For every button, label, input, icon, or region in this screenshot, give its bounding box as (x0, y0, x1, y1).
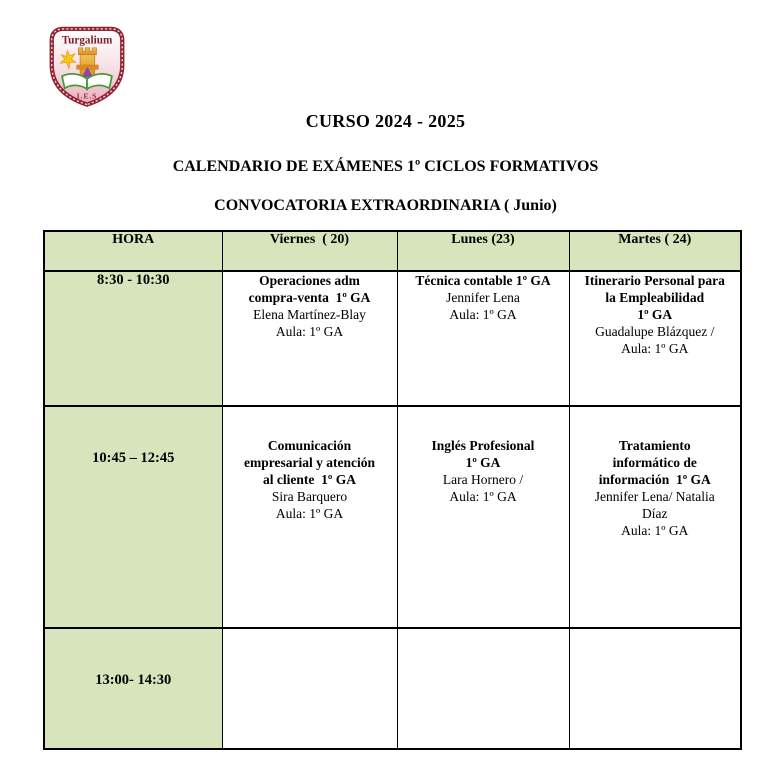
school-logo (44, 22, 130, 108)
time-label: 8:30 - 10:30 (97, 272, 170, 288)
exam-cell (222, 628, 397, 749)
detail-line: Aula: 1º GA (621, 523, 689, 538)
detail-line: Aula: 1º GA (275, 324, 344, 339)
svg-text:I.E.S: I.E.S (76, 91, 98, 101)
detail-line: Aula: 1º GA (275, 506, 344, 521)
detail-line: Elena Martínez-Blay (253, 307, 366, 322)
detail-line: Aula: 1º GA (449, 489, 517, 504)
column-header-viernes: Viernes ( 20) (222, 231, 397, 271)
schedule-row (44, 406, 741, 628)
subject-line: Itinerario Personal para (584, 273, 725, 288)
subject-line: Comunicación (267, 438, 352, 453)
subject-line: compra-venta 1º GA (248, 290, 371, 305)
subject-line: Inglés Profesional (431, 438, 535, 453)
exam-cell (569, 271, 741, 406)
exam-cell (222, 406, 397, 628)
calendar-title: CALENDARIO DE EXÁMENES 1º CICLOS FORMATIVOS (172, 158, 599, 175)
detail-line: Aula: 1º GA (621, 341, 689, 356)
detail-line: Aula: 1º GA (449, 307, 517, 322)
detail-line: Sira Barquero (271, 489, 348, 504)
exam-cell (397, 628, 569, 749)
exam-cell (397, 406, 569, 628)
svg-text:Turgalium: Turgalium (61, 34, 113, 47)
exam-cell (569, 406, 741, 628)
course-year-title: CURSO 2024 - 2025 (305, 111, 466, 131)
subject-line: empresarial y atención (244, 455, 375, 470)
subject-line: 1º GA (637, 307, 673, 322)
exam-schedule-table (43, 230, 742, 750)
detail-line: Jennifer Lena/ Natalia (594, 489, 715, 504)
time-cell (44, 271, 222, 406)
time-label: 10:45 – 12:45 (92, 450, 175, 466)
schedule-header-row (44, 231, 741, 271)
schedule-row (44, 271, 741, 406)
subject-line: 1º GA (465, 455, 501, 470)
subject-line: al cliente 1º GA (263, 472, 356, 487)
time-cell (44, 406, 222, 628)
time-label: 13:00- 14:30 (95, 672, 172, 688)
column-header-martes: Martes ( 24) (569, 231, 741, 271)
column-header-lunes: Lunes (23) (397, 231, 569, 271)
subject-line: Técnica contable 1º GA (415, 273, 551, 288)
subject-line: la Empleabilidad (605, 290, 705, 305)
exam-cell (569, 628, 741, 749)
detail-line: Jennifer Lena (446, 290, 520, 305)
detail-line: Díaz (642, 506, 668, 521)
subject-line: Tratamiento (618, 438, 691, 453)
detail-line: Guadalupe Blázquez / (595, 324, 715, 339)
convocatoria-title: CONVOCATORIA EXTRAORDINARIA ( Junio) (214, 197, 557, 214)
exam-cell (222, 271, 397, 406)
subject-line: informático de (612, 455, 697, 470)
school-crest-icon (44, 22, 130, 108)
time-cell (44, 628, 222, 749)
detail-line: Lara Hornero / (442, 472, 524, 487)
subject-line: información 1º GA (598, 472, 711, 487)
exam-cell (397, 271, 569, 406)
schedule-row (44, 628, 741, 749)
column-header-hora: HORA (44, 231, 222, 271)
subject-line: Operaciones adm (259, 273, 360, 288)
